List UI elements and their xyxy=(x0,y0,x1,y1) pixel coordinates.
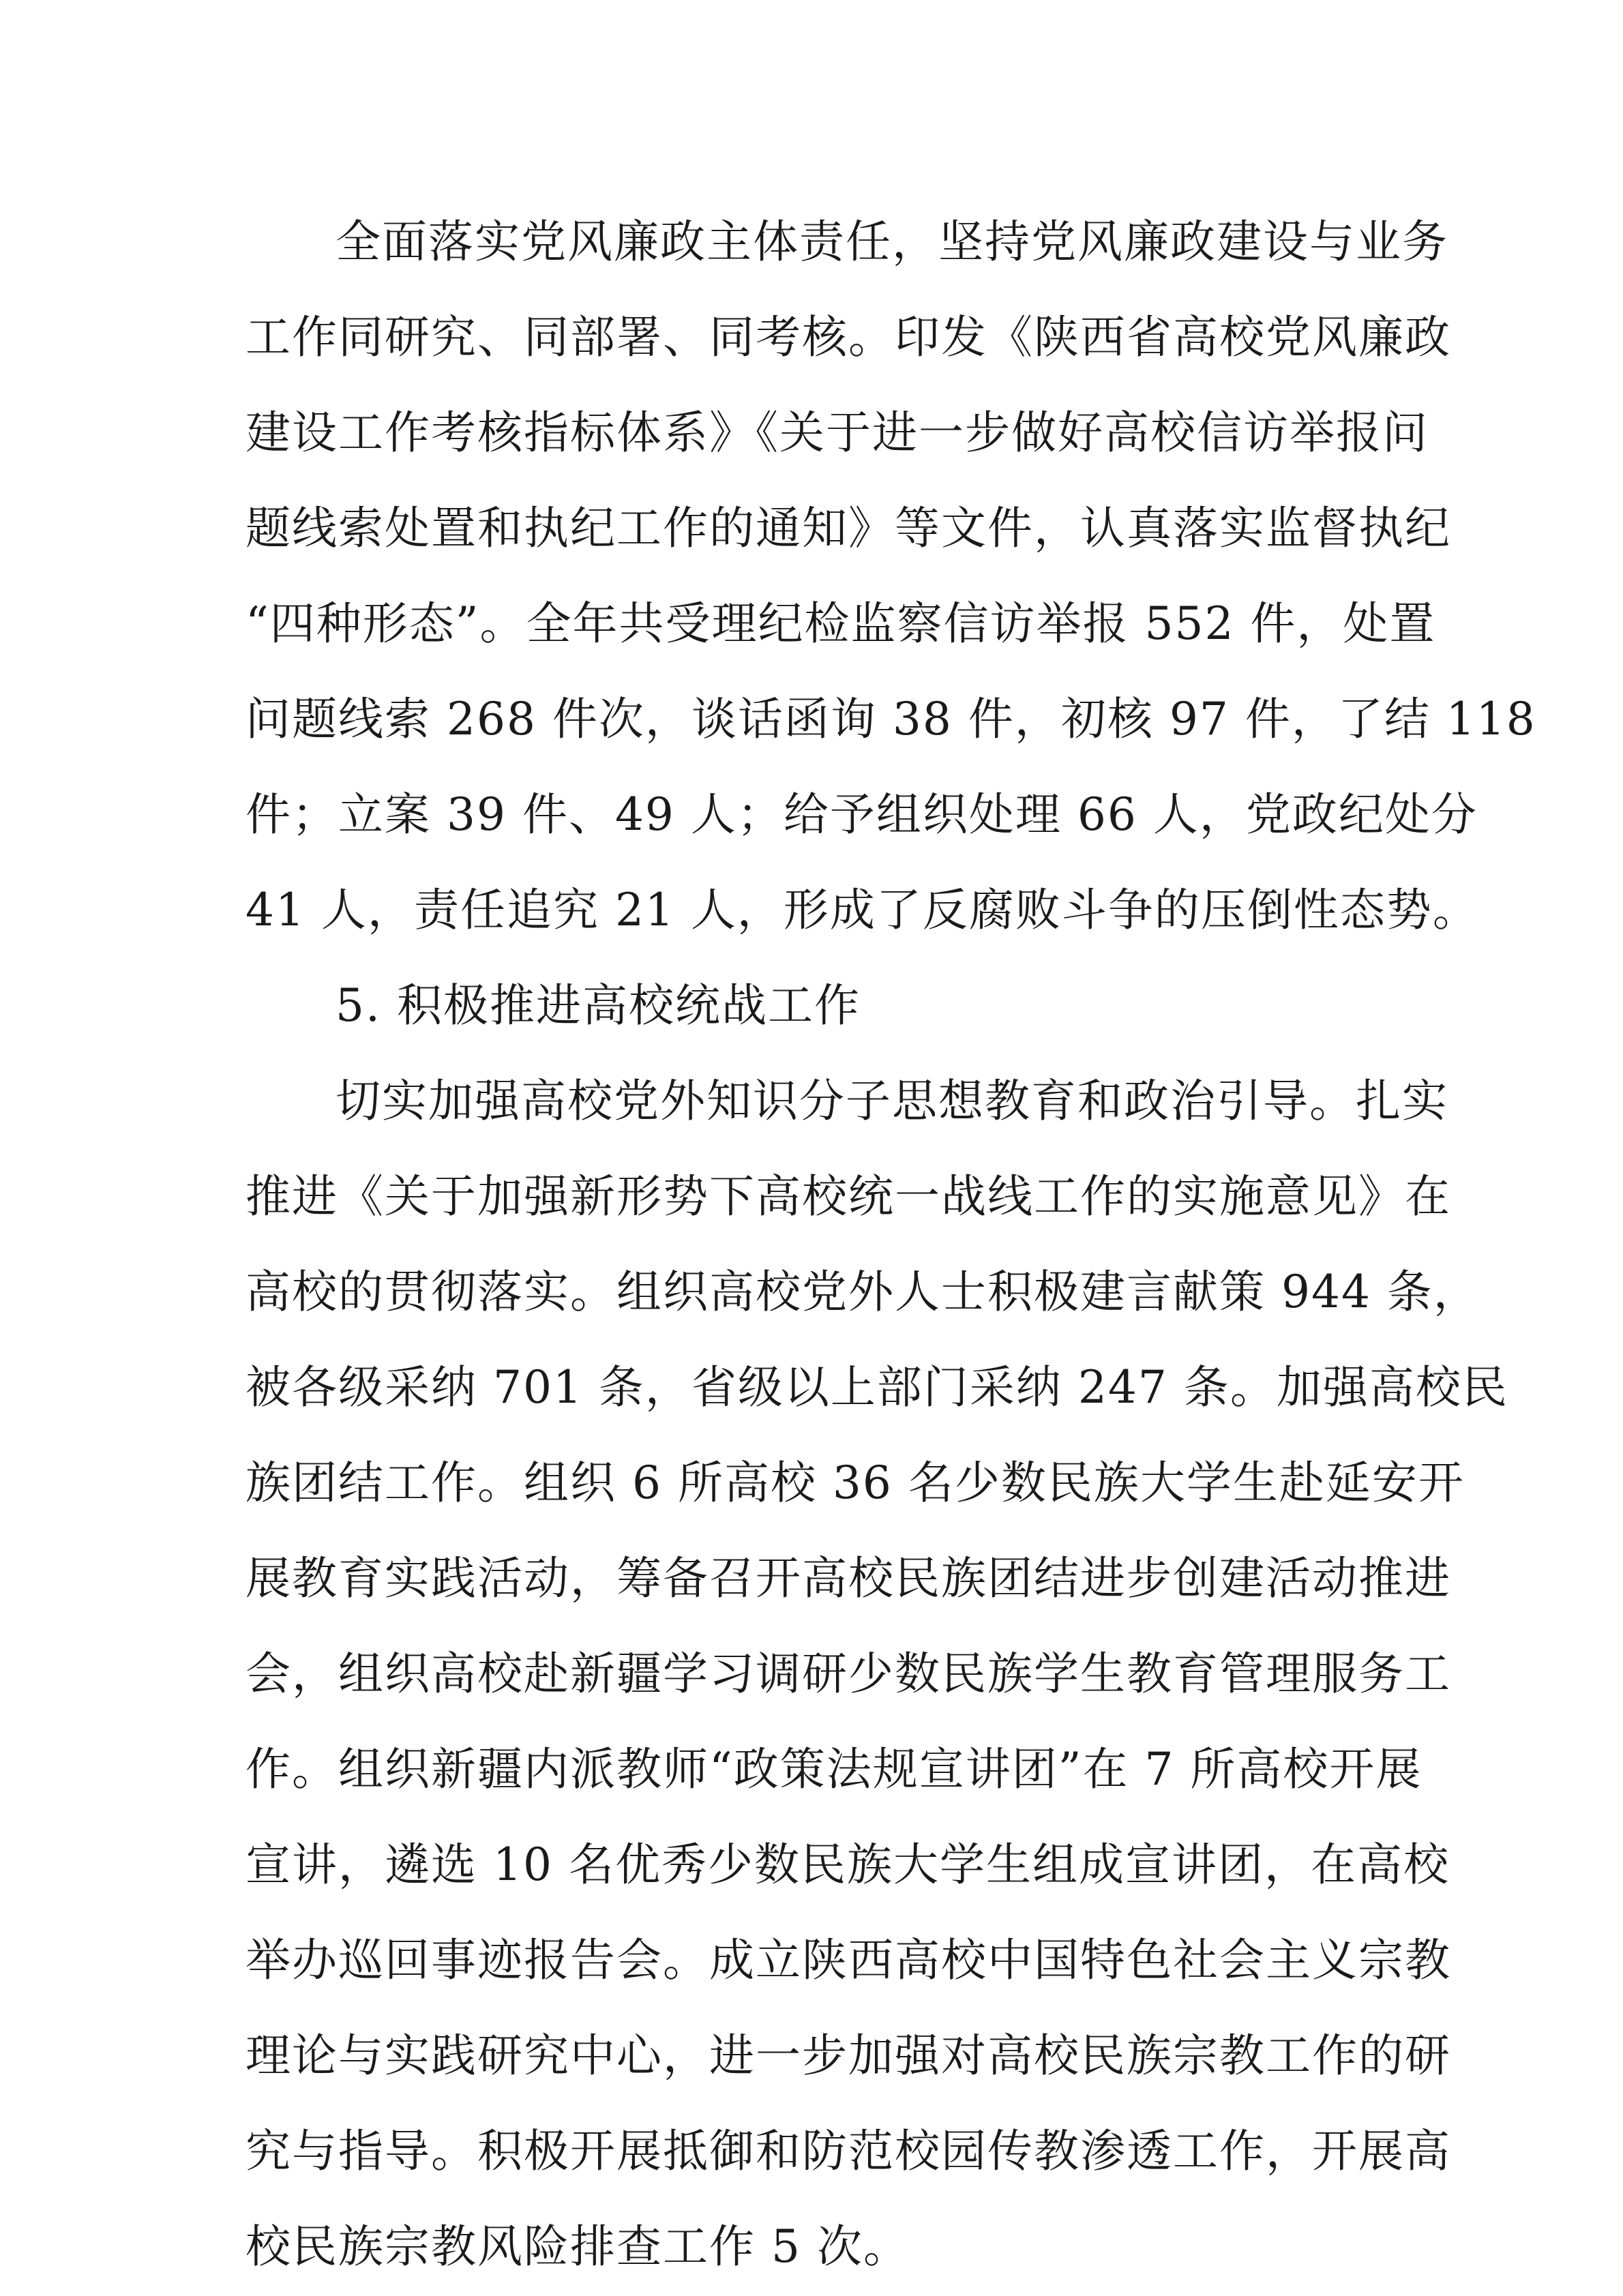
paragraph-1-line-8: 41 人，责任追究 21 人，形成了反腐败斗争的压倒性态势。 xyxy=(245,884,1479,936)
paragraph-2-line-12: 究与指导。积极开展抵御和防范校园传教渗透工作，开展高 xyxy=(245,2125,1451,2177)
paragraph-1-line-3: 建设工作考核指标体系》《关于进一步做好高校信访举报问 xyxy=(245,406,1429,459)
paragraph-1-line-4: 题线索处置和执纪工作的通知》等文件，认真落实监督执纪 xyxy=(245,502,1451,554)
paragraph-2-line-7: 会，组织高校赴新疆学习调研少数民族学生教育管理服务工 xyxy=(245,1648,1451,1700)
paragraph-1-line-7: 件；立案 39 件、49 人；给予组织处理 66 人，党政纪处分 xyxy=(245,788,1478,841)
paragraph-1-line-1: 全面落实党风廉政主体责任，坚持党风廉政建设与业务 xyxy=(336,215,1448,268)
document-body xyxy=(245,194,1536,2295)
paragraph-2-line-1: 切实加强高校党外知识分子思想教育和政治引导。扎实 xyxy=(336,1075,1448,1127)
paragraph-2-line-10: 举办巡回事迹报告会。成立陕西高校中国特色社会主义宗教 xyxy=(245,1934,1451,1986)
paragraph-2-line-5: 族团结工作。组织 6 所高校 36 名少数民族大学生赴延安开 xyxy=(245,1457,1465,1509)
section-heading-5: 5. 积极推进高校统战工作 xyxy=(336,979,861,1032)
paragraph-2-line-3: 高校的贯彻落实。组织高校党外人士积极建言献策 944 条， xyxy=(245,1266,1480,1318)
paragraph-2-line-2: 推进《关于加强新形势下高校统一战线工作的实施意见》在 xyxy=(245,1170,1451,1223)
paragraph-2-line-9: 宣讲，遴选 10 名优秀少数民族大学生组成宣讲团，在高校 xyxy=(245,1838,1450,1891)
paragraph-1-line-2: 工作同研究、同部署、同考核。印发《陕西省高校党风廉政 xyxy=(245,311,1451,363)
paragraph-1-line-5: “四种形态”。全年共受理纪检监察信访举报 552 件，处置 xyxy=(245,597,1436,650)
paragraph-1-line-6: 问题线索 268 件次，谈话函询 38 件，初核 97 件，了结 118 xyxy=(245,693,1536,745)
paragraph-2-line-8: 作。组织新疆内派教师“政策法规宣讲团”在 7 所高校开展 xyxy=(245,1743,1423,1795)
paragraph-2-line-11: 理论与实践研究中心，进一步加强对高校民族宗教工作的研 xyxy=(245,2029,1451,2082)
paragraph-2-line-4: 被各级采纳 701 条，省级以上部门采纳 247 条。加强高校民 xyxy=(245,1361,1508,1414)
paragraph-2-line-13: 校民族宗教风险排查工作 5 次。 xyxy=(245,2220,910,2273)
paragraph-2-line-6: 展教育实践活动，筹备召开高校民族团结进步创建活动推进 xyxy=(245,1552,1451,1605)
